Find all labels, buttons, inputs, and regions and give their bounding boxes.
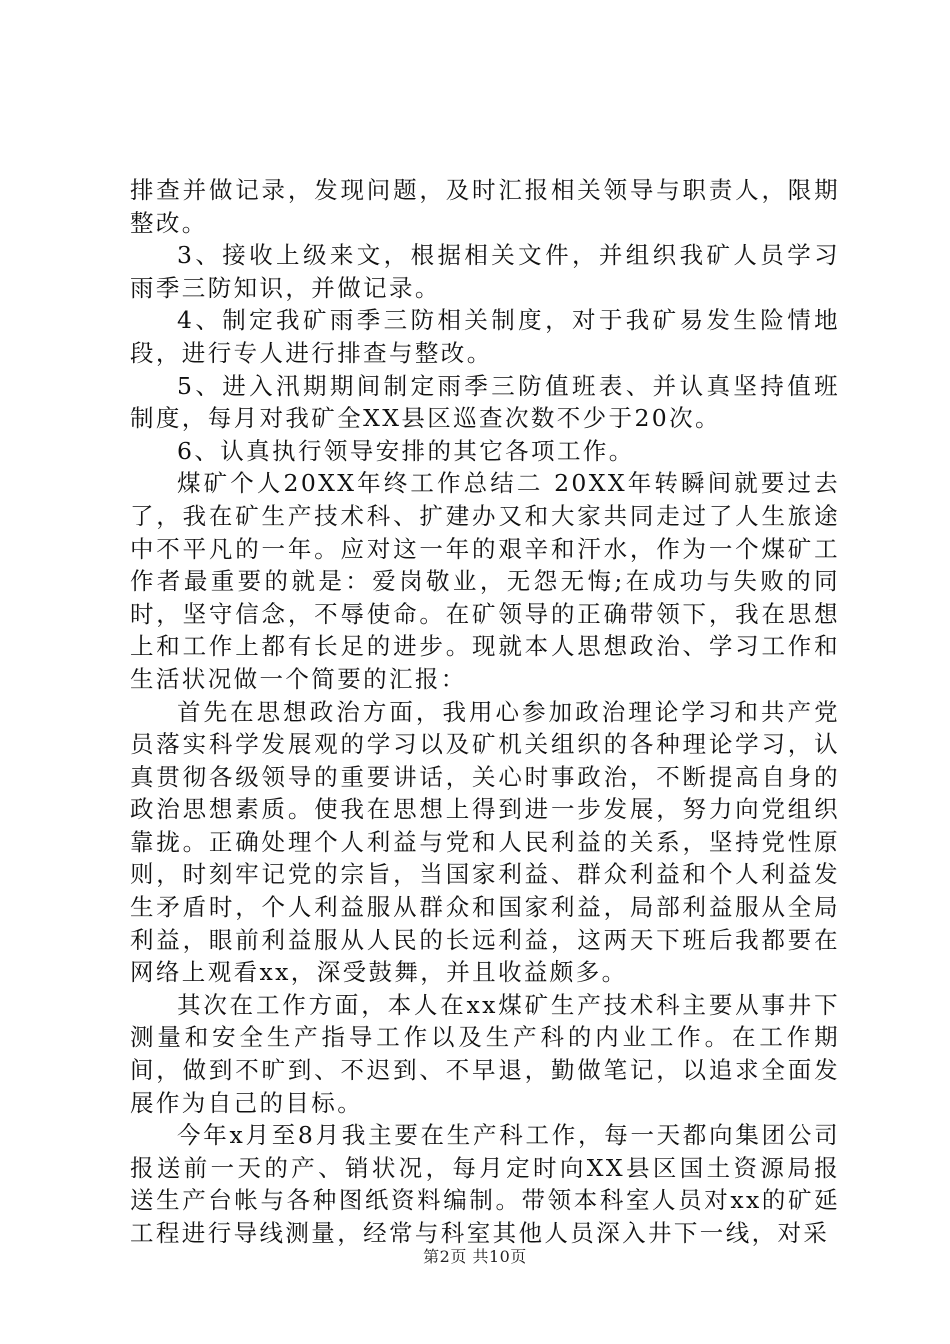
paragraph-continued: 排查并做记录，发现问题，及时汇报相关领导与职责人，限期整改。 (130, 176, 840, 237)
paragraph-item-4: 4、制定我矿雨季三防相关制度，对于我矿易发生险情地段，进行专人进行排查与整改。 (130, 306, 840, 367)
paragraph-production: 今年x月至8月我主要在生产科工作，每一天都向集团公司报送前一天的产、销状况，每月定时向XX县区国土资源局报送生产台帐与各种图纸资料编制。带领本科室人员对xx的矿延工程进行导线测量，经常与科室其他人员深入井下一线，对采 (130, 1121, 840, 1247)
paragraph-political-thought: 首先在思想政治方面，我用心参加政治理论学习和共产党员落实科学发展观的学习以及矿机关组织的各种理论学习，认真贯彻各级领导的重要讲话，关心时事政治，不断提高自身的政治思想素质。使我在思想上得到进一步发展，努力向党组织靠拢。正确处理个人利益与党和人民利益的关系，坚持党性原则，时刻牢记党的宗旨，当国家利益、群众利益和个人利益发生矛盾时，个人利益服从群众和国家利益，局部利益服从全局利益，眼前利益服从人民的长远利益，这两天下班后我都要在网络上观看xx，深受鼓舞，并且收益颇多。 (130, 697, 840, 987)
paragraph-work: 其次在工作方面，本人在xx煤矿生产技术科主要从事井下测量和安全生产指导工作以及生产科的内业工作。在工作期间，做到不旷到、不迟到、不早退，勤做笔记，以追求全面发展作为自己的目标。 (130, 990, 840, 1117)
paragraph-item-3: 3、接收上级来文，根据相关文件，并组织我矿人员学习雨季三防知识，并做记录。 (130, 241, 840, 302)
paragraph-item-6: 6、认真执行领导安排的其它各项工作。 (177, 436, 635, 465)
paragraph-summary-intro: 煤矿个人20XX年终工作总结二 20XX年转瞬间就要过去了，我在矿生产技术科、扩建办又和大家共同走过了人生旅途中不平凡的一年。应对这一年的艰辛和汗水，作为一个煤矿工作者最重要的就是：爱岗敬业，无怨无悔;在成功与失败的同时，坚守信念，不辱使命。在矿领导的正确带领下，我在思想上和工作上都有长足的进步。现就本人思想政治、学习工作和生活状况做一个简要的汇报： (130, 469, 840, 693)
page-indicator: 第2页 共10页 (423, 1247, 527, 1266)
document-body (130, 174, 840, 1250)
paragraph-item-5: 5、进入汛期期间制定雨季三防值班表、并认真坚持值班制度，每月对我矿全XX县区巡查次数不少于20次。 (130, 371, 840, 433)
